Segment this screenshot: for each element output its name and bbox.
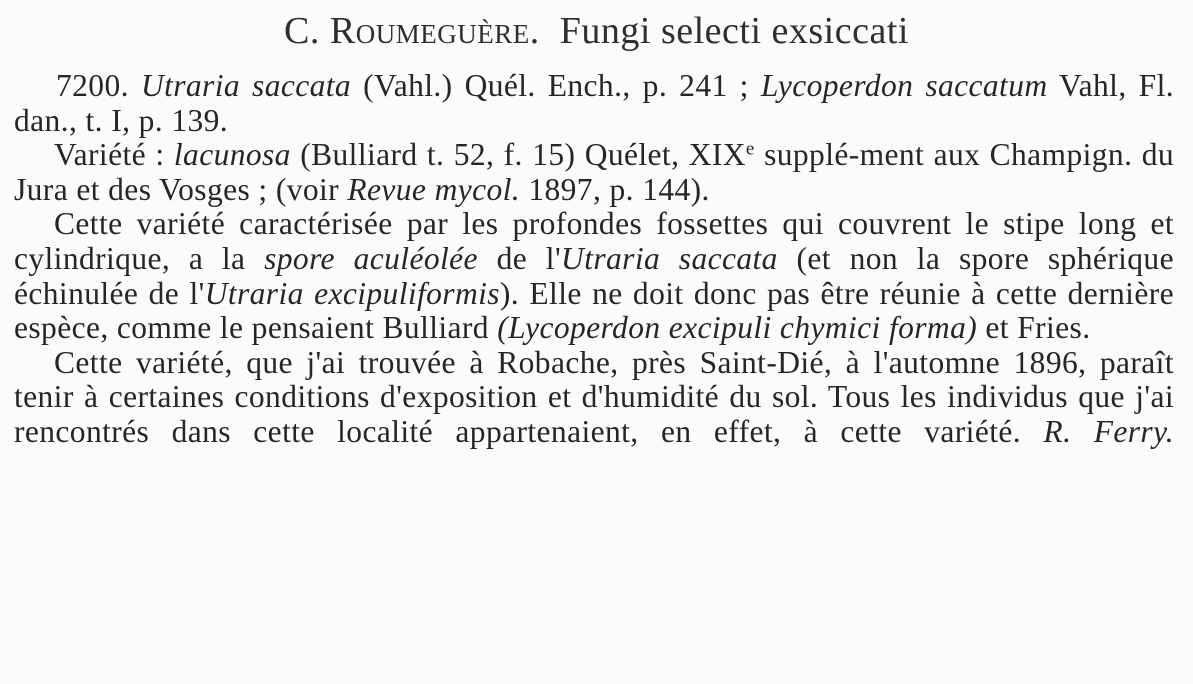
entry-paragraph bbox=[14, 69, 1174, 138]
description-paragraph bbox=[14, 207, 1174, 345]
header-initial: C. bbox=[284, 10, 320, 52]
header-author: Roumeguère. bbox=[329, 10, 540, 52]
page-header bbox=[0, 6, 1193, 56]
observation-paragraph bbox=[14, 346, 1174, 450]
description-italic-4: (Lycoperdon excipuli chymici forma) bbox=[497, 310, 978, 346]
description-italic-2: Utraria saccata bbox=[561, 240, 778, 276]
description-italic-1: spore aculéolée bbox=[264, 240, 478, 276]
description-text-1: Cette variété caractérisée par les profondes fossettes qui couvrent le stipe long et cylindrique, a la bbox=[14, 206, 1174, 276]
variety-name: lacunosa bbox=[173, 137, 291, 173]
text-block bbox=[14, 69, 1174, 450]
variety-reference-3: 1897, p. 144). bbox=[528, 171, 710, 207]
variety-paragraph bbox=[14, 138, 1174, 207]
synonym-reference: Vahl, Fl. dan., t. I, p. 139. bbox=[14, 68, 1174, 138]
author-signature: R. Ferry. bbox=[1043, 413, 1174, 449]
description-text-3: (et non la spore sphérique échinulée de l' bbox=[14, 240, 1174, 311]
variety-reference-2: supplé-ment aux Champign. du Jura et des Vosges ; (voir bbox=[14, 137, 1175, 207]
variety-reference-1: (Bulliard t. 52, f. 15) Quélet, XIX bbox=[300, 137, 746, 173]
observation-text: Cette variété, que j'ai trouvée à Robache, près Saint-Dié, à l'automne 1896, paraît tenir à certaines conditions d'exposition et d'humidité du sol. Tous les individus que j'ai rencontrés dans cette localité appartenaient, en effet, à cette variété. bbox=[14, 344, 1174, 449]
synonym-genus: Lycoperdon bbox=[760, 68, 914, 103]
species-name: Utraria saccata bbox=[140, 68, 352, 103]
journal-name: Revue mycol. bbox=[347, 171, 521, 207]
description-text-4: ). Elle ne doit donc pas être réunie à cette dernière espèce, comme le pensaient Bulliard bbox=[14, 275, 1174, 346]
entry-number: 7200. bbox=[56, 68, 129, 103]
header-series: Fungi selecti exsiccati bbox=[559, 10, 909, 52]
synonym-epithet: saccatum bbox=[925, 68, 1048, 103]
description-italic-3: Utraria excipuliformis bbox=[204, 275, 500, 311]
description-text-2: de l' bbox=[496, 240, 562, 276]
species-authority: (Vahl.) Quél. Ench., p. 241 ; bbox=[363, 68, 749, 103]
variety-reference-sup: e bbox=[745, 138, 755, 160]
variety-label: Variété : bbox=[54, 137, 165, 173]
description-text-5: et Fries. bbox=[985, 310, 1091, 346]
